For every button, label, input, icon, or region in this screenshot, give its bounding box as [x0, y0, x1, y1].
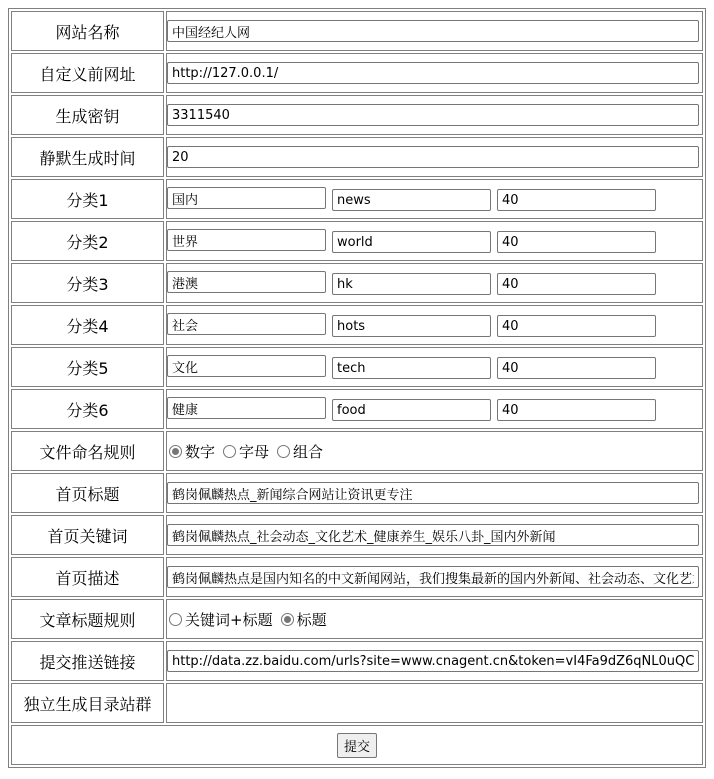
- file-naming-option-letters[interactable]: 字母: [221, 441, 269, 462]
- category-slug-input[interactable]: [332, 231, 491, 253]
- category-label: 分类5: [11, 347, 164, 387]
- category-name-input[interactable]: [167, 229, 326, 251]
- push-link-input[interactable]: [167, 650, 699, 672]
- category-slug-input[interactable]: [332, 315, 491, 337]
- radio-icon[interactable]: [169, 613, 182, 626]
- category-row: [11, 389, 703, 429]
- category-label: 分类6: [11, 389, 164, 429]
- site-name-input[interactable]: [167, 20, 699, 42]
- home-description-input[interactable]: [167, 566, 699, 588]
- category-label: 分类2: [11, 221, 164, 261]
- category-count-input[interactable]: [497, 357, 656, 379]
- submit-button[interactable]: 提交: [337, 733, 377, 758]
- article-title-rule-radio-group: [167, 609, 702, 630]
- file-naming-option-digits[interactable]: 数字: [167, 441, 215, 462]
- category-slug-input[interactable]: [332, 399, 491, 421]
- category-name-input[interactable]: [167, 355, 326, 377]
- category-label: 分类1: [11, 179, 164, 219]
- article-title-option-title[interactable]: 标题: [279, 609, 327, 630]
- secret-key-input[interactable]: [167, 104, 699, 126]
- category-count-input[interactable]: [497, 189, 656, 211]
- category-row: [11, 263, 703, 303]
- file-naming-label: 文件命名规则: [11, 431, 164, 471]
- category-count-input[interactable]: [497, 399, 656, 421]
- article-title-option-keyword-title[interactable]: 关键词+标题: [167, 609, 273, 630]
- custom-url-label: 自定义前网址: [11, 53, 164, 93]
- secret-key-label: 生成密钥: [11, 95, 164, 135]
- category-count-input[interactable]: [497, 315, 656, 337]
- category-name-input[interactable]: [167, 187, 326, 209]
- push-link-label: 提交推送链接: [11, 641, 164, 681]
- file-naming-option-mixed[interactable]: 组合: [275, 441, 323, 462]
- silent-time-label: 静默生成时间: [11, 137, 164, 177]
- category-row: [11, 305, 703, 345]
- file-naming-radio-group: [167, 441, 702, 462]
- site-name-label: 网站名称: [11, 11, 164, 51]
- category-label: 分类4: [11, 305, 164, 345]
- silent-time-input[interactable]: [167, 146, 699, 168]
- radio-selected-icon[interactable]: [169, 445, 182, 458]
- home-keywords-label: 首页关键词: [11, 515, 164, 555]
- category-slug-input[interactable]: [332, 189, 491, 211]
- article-title-rule-label: 文章标题规则: [11, 599, 164, 639]
- home-description-label: 首页描述: [11, 557, 164, 597]
- home-title-label: 首页标题: [11, 473, 164, 513]
- station-group-label: 独立生成目录站群: [11, 683, 164, 723]
- station-group-cell: [166, 683, 703, 723]
- settings-form: [8, 8, 706, 768]
- radio-selected-icon[interactable]: [281, 613, 294, 626]
- radio-icon[interactable]: [277, 445, 290, 458]
- category-name-input[interactable]: [167, 397, 326, 419]
- category-name-input[interactable]: [167, 271, 326, 293]
- radio-icon[interactable]: [223, 445, 236, 458]
- custom-url-input[interactable]: [167, 62, 699, 84]
- category-row: [11, 179, 703, 219]
- category-slug-input[interactable]: [332, 357, 491, 379]
- category-label: 分类3: [11, 263, 164, 303]
- category-count-input[interactable]: [497, 231, 656, 253]
- category-name-input[interactable]: [167, 313, 326, 335]
- home-title-input[interactable]: [167, 482, 699, 504]
- category-slug-input[interactable]: [332, 273, 491, 295]
- home-keywords-input[interactable]: [167, 524, 699, 546]
- category-count-input[interactable]: [497, 273, 656, 295]
- category-row: [11, 347, 703, 387]
- category-row: [11, 221, 703, 261]
